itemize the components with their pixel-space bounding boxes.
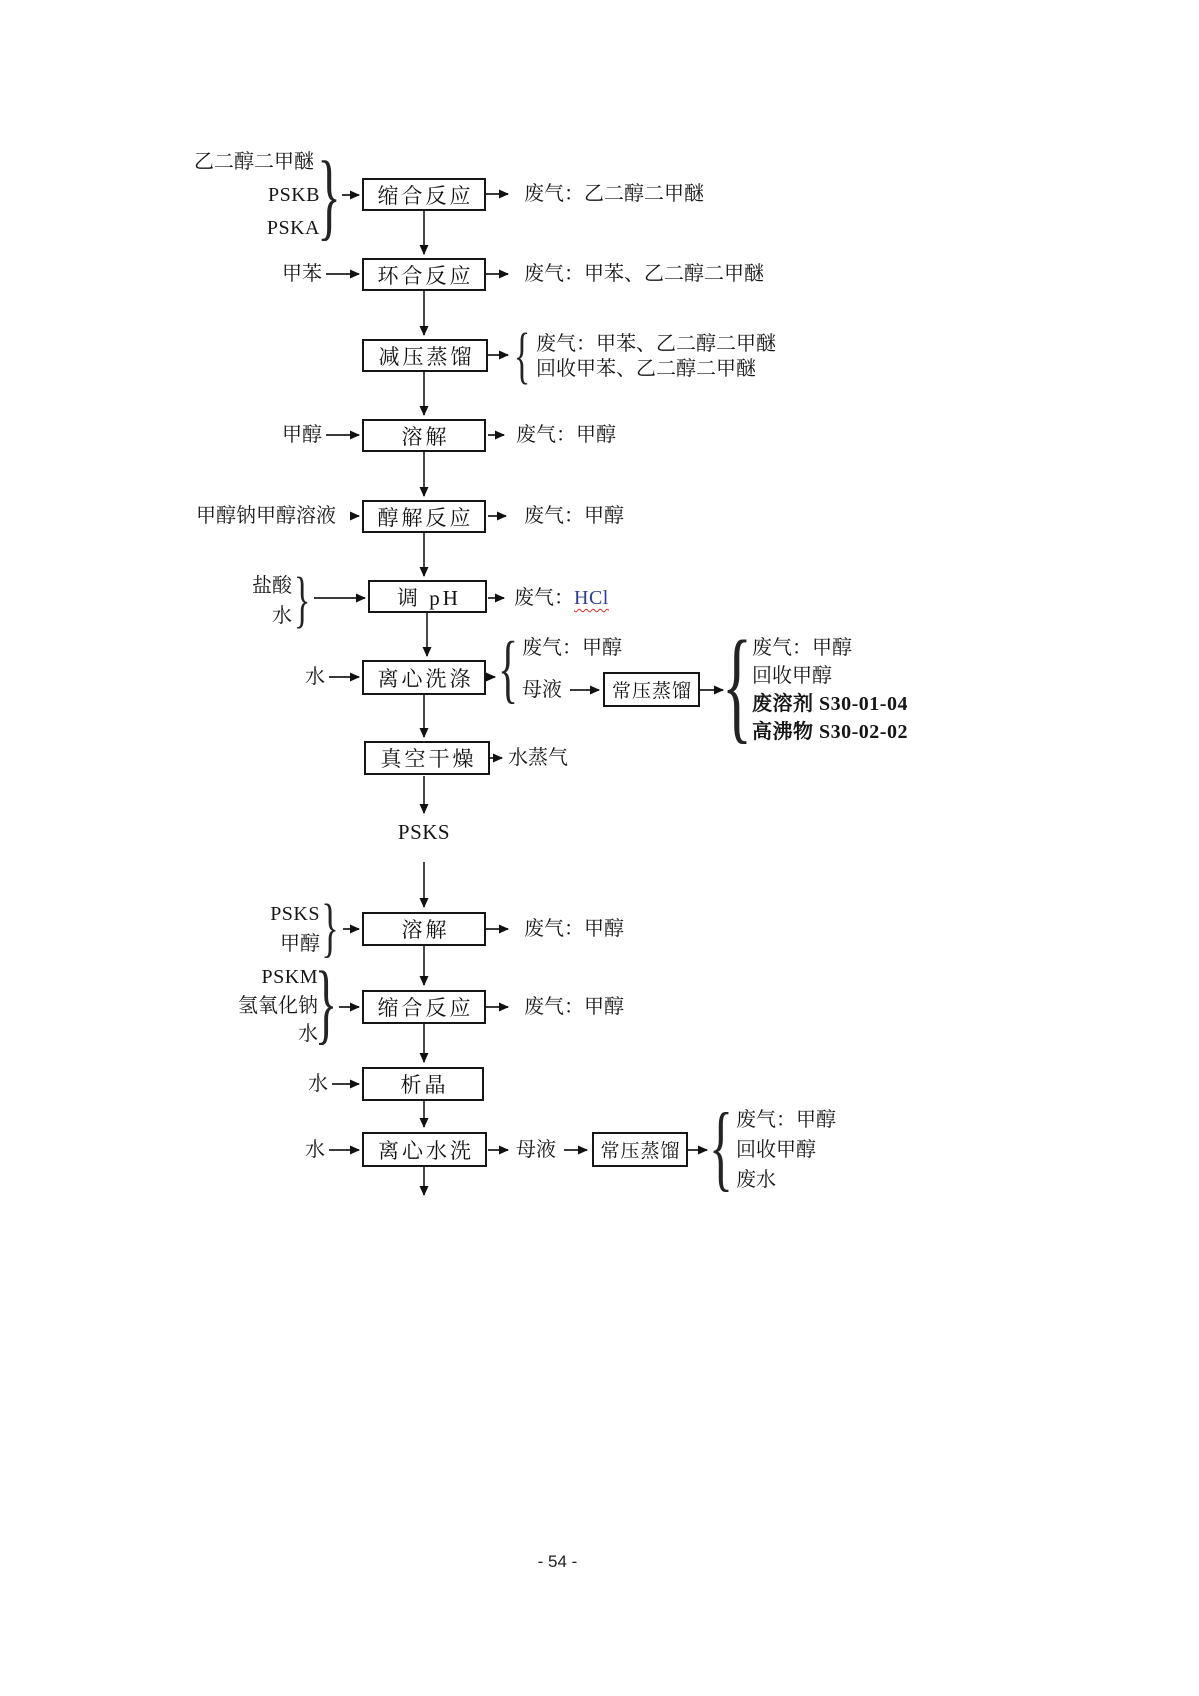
output-wastegas-3: 废气：甲苯、乙二醇二甲醚	[536, 333, 776, 355]
input-brace-group1: }	[317, 142, 341, 250]
dist1-recovered-methanol: 回收甲醇	[752, 665, 832, 687]
process-box-centrifugal-washing: 离心洗涤	[362, 660, 486, 695]
process-box-dissolution-2: 溶解	[362, 912, 486, 946]
dist1-high-boiler-code: 高沸物 S30-02-02	[752, 721, 908, 743]
input-water-2: 水	[308, 1073, 328, 1095]
dist2-wastewater: 废水	[736, 1169, 776, 1191]
process-box-cyclization: 环合反应	[362, 258, 486, 291]
process-box-atm-distillation-1: 常压蒸馏	[603, 672, 700, 707]
output-wastegas-4: 废气：甲醇	[516, 424, 616, 446]
input-brace-psks: }	[321, 891, 339, 964]
process-box-vacuum-distillation: 减压蒸馏	[362, 339, 488, 372]
input-methanol-1: 甲醇	[282, 424, 322, 446]
process-box-atm-distillation-2: 常压蒸馏	[592, 1132, 688, 1167]
process-box-condensation-2: 缩合反应	[362, 990, 486, 1024]
input-sodium-hydroxide: 氢氧化钠	[238, 995, 318, 1017]
dist2-recovered-methanol: 回收甲醇	[736, 1139, 816, 1161]
output-wastegas-1: 废气：乙二醇二甲醚	[524, 183, 704, 205]
input-water-ph: 水	[272, 605, 292, 627]
output-brace-row7: {	[497, 627, 519, 711]
output-water-vapor: 水蒸气	[508, 747, 568, 769]
input-glycol-dimethyl-ether: 乙二醇二甲醚	[194, 151, 314, 173]
output-wastegas-9: 废气：甲醇	[524, 918, 624, 940]
input-hydrochloric-acid: 盐酸	[252, 575, 292, 597]
process-box-ph-adjust: 调 pH	[368, 580, 487, 613]
input-pskm: PSKM	[261, 966, 318, 988]
dist2-wastegas: 废气：甲醇	[736, 1109, 836, 1131]
input-methanol-2: 甲醇	[280, 933, 320, 955]
input-water-condensation: 水	[298, 1023, 318, 1045]
process-box-condensation-1: 缩合反应	[362, 178, 486, 211]
process-box-dissolution-1: 溶解	[362, 419, 486, 452]
input-water-1: 水	[305, 666, 325, 688]
input-water-3: 水	[305, 1139, 325, 1161]
process-box-vacuum-drying: 真空干燥	[364, 741, 490, 775]
wastegas-prefix: 废气：	[514, 587, 574, 609]
dist1-waste-solvent-code: 废溶剂 S30-01-04	[752, 693, 908, 715]
input-pskb: PSKB	[267, 184, 320, 206]
output-mother-liquor-1: 母液	[522, 679, 562, 701]
dist1-wastegas: 废气：甲醇	[752, 637, 852, 659]
hcl-text: HCl	[574, 587, 609, 609]
output-wastegas-5: 废气：甲醇	[524, 505, 624, 527]
input-psks: PSKS	[270, 903, 320, 925]
process-box-centrifugal-water-wash: 离心水洗	[362, 1132, 487, 1167]
output-wastegas-hcl	[514, 586, 609, 610]
process-box-alcoholysis: 醇解反应	[362, 500, 486, 533]
process-box-crystallization: 析晶	[362, 1067, 484, 1101]
output-brace-dist1: {	[721, 616, 753, 755]
output-wastegas-10: 废气：甲醇	[524, 996, 624, 1018]
output-recovered-3: 回收甲苯、乙二醇二甲醚	[536, 358, 756, 380]
input-brace-ph: }	[293, 566, 311, 634]
page-number: - 54 -	[537, 1552, 578, 1571]
input-brace-pskm: }	[314, 954, 338, 1053]
input-pska: PSKA	[266, 217, 320, 239]
input-toluene: 甲苯	[282, 263, 322, 285]
output-mother-liquor-2: 母液	[516, 1139, 556, 1161]
output-brace-dist2: {	[709, 1093, 733, 1200]
product-psks-label: PSKS	[397, 820, 451, 844]
output-brace-row3: {	[513, 322, 531, 390]
output-wastegas-7: 废气：甲醇	[522, 637, 622, 659]
input-sodium-methoxide-solution: 甲醇钠甲醇溶液	[196, 505, 336, 527]
output-wastegas-2: 废气：甲苯、乙二醇二甲醚	[524, 263, 764, 285]
